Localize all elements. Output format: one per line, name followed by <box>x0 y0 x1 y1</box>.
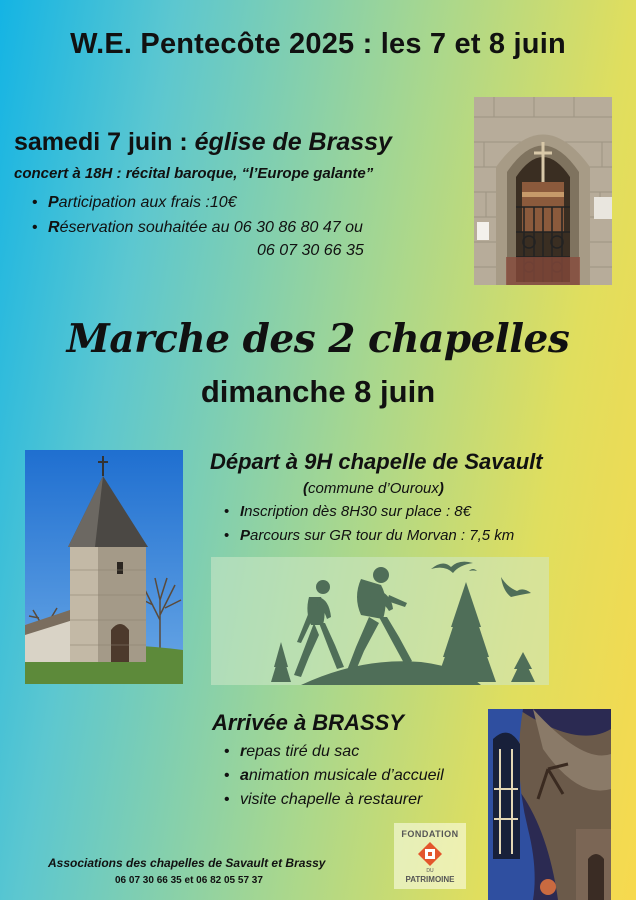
list-item: • Parcours sur GR tour du Morvan : 7,5 km <box>222 524 514 548</box>
list-item: • Inscription dès 8H30 sur place : 8€ <box>222 500 514 524</box>
list-item: • visite chapelle à restaurer <box>222 788 444 812</box>
list-item: • repas tiré du sac <box>222 740 444 764</box>
fondation-patrimoine-logo: FONDATION DU PATRIMOINE <box>394 823 466 889</box>
savault-chapel-photo <box>25 450 183 684</box>
arrival-list <box>222 740 444 812</box>
departure-heading: Départ à 9H chapelle de Savault <box>210 449 543 474</box>
hikers-illustration <box>211 557 549 685</box>
chapel-interior-photo <box>488 709 611 900</box>
walk-date: dimanche 8 juin <box>200 374 436 409</box>
departure-list <box>222 500 514 548</box>
fondation-emblem-icon <box>417 841 443 867</box>
footer-phones: 06 07 30 66 35 et 06 82 05 57 37 <box>115 875 263 886</box>
saturday-day: samedi 7 juin : <box>14 128 195 156</box>
footer-associations: Associations des chapelles de Savault et Brassy <box>48 856 326 870</box>
list-item: • Participation aux frais :10€ <box>30 190 363 215</box>
saturday-list <box>30 190 363 240</box>
page-title: W.E. Pentecôte 2025 : les 7 et 8 juin <box>70 28 566 60</box>
reservation-phone-2: 06 07 30 66 35 <box>257 242 364 259</box>
departure-commune: (commune d’Ouroux) <box>303 480 444 497</box>
concert-line: concert à 18H : récital baroque, “l’Europe galante” <box>14 165 374 182</box>
walk-title: Marche des 2 chapelles <box>66 316 570 362</box>
list-item: • Réservation souhaitée au 06 30 86 80 47 ou <box>30 215 363 240</box>
list-item: • animation musicale d’accueil <box>222 764 444 788</box>
arrival-heading: Arrivée à BRASSY <box>212 710 404 735</box>
church-door-photo <box>474 97 612 285</box>
saturday-heading <box>14 128 392 157</box>
saturday-place: église de Brassy <box>194 128 392 156</box>
